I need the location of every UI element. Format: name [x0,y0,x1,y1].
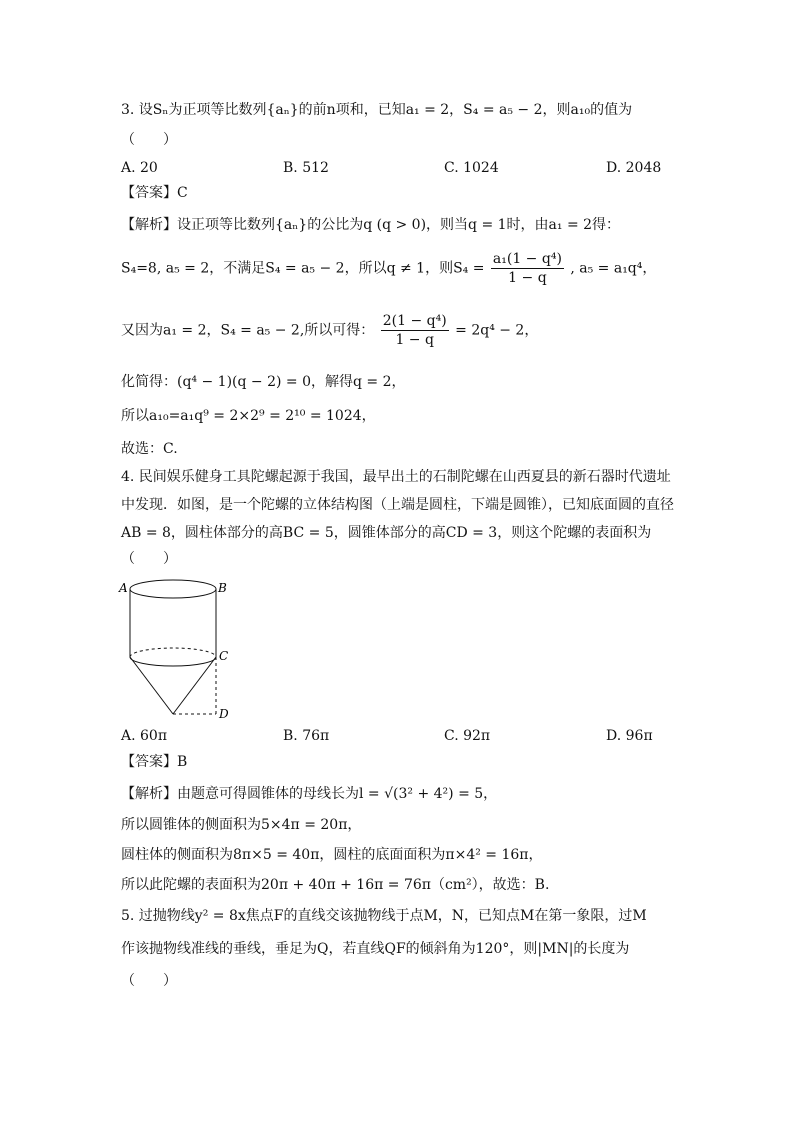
cylinder-top-ellipse [130,580,216,598]
q4-option-c: C. 92π [444,728,491,744]
q4-option-a: A. 60π [121,728,168,744]
q4-option-b: B. 76π [283,728,330,744]
q4-stem-3: AB = 8，圆柱体部分的高BC = 5，圆锥体部分的高CD = 3，则这个陀螺的表面积为 [121,525,652,541]
q4-analysis-2: 所以圆锥体的侧面积为5×4π = 20π， [121,817,362,833]
q4-analysis-4: 所以此陀螺的表面积为20π + 40π + 16π = 76π（cm²），故选：B. [121,877,550,893]
q4-analysis-1: 【解析】由题意可得圆锥体的母线长为l = √(3² + 4²) = 5， [121,786,498,802]
q4-paren: （ ） [121,551,177,567]
spinning-top-figure [118,578,248,723]
q3-analysis-5: 所以a₁₀=a₁q⁹ = 2×2⁹ = 2¹⁰ = 1024， [121,408,376,424]
q3-fraction-2-den: 1 − q [395,332,434,348]
label-b: B [218,581,227,595]
cylinder-bottom-back-arc [130,648,216,657]
q3-fraction-1-den: 1 − q [508,270,547,286]
q3-paren: （ ） [121,132,177,148]
q3-analysis-3 [121,312,538,349]
label-c: C [219,649,229,663]
q3-option-d: D. 2048 [606,160,662,176]
q3-answer: 【答案】C [121,185,188,201]
label-d: D [219,707,229,721]
q3-analysis-2-post: , a₅ = a₁q⁴， [570,260,657,277]
q3-analysis-2-pre: S₄=8, a₅ = 2，不满足S₄ = a₅ − 2，所以q ≠ 1，则S₄ = [121,260,485,277]
q4-option-d: D. 96π [606,728,653,744]
q3-fraction-2 [381,312,449,349]
q3-analysis-4: 化简得：(q⁴ − 1)(q − 2) = 0，解得q = 2， [121,374,406,390]
q3-option-a: A. 20 [121,160,158,176]
label-a: A [119,581,128,595]
q3-analysis-3-pre: 又因为a₁ = 2，S₄ = a₅ − 2,所以可得： [121,322,375,339]
cylinder-bottom-front-arc [130,657,216,666]
q3-stem: 3. 设Sₙ为正项等比数列{aₙ}的前n项和，已知a₁ = 2，S₄ = a₅ − 2，则a₁₀的值为 [121,102,633,118]
q3-fraction-1-num: a₁(1 − q⁴) [492,251,562,267]
q3-option-b: B. 512 [283,160,329,176]
q5-stem-2: 作该抛物线准线的垂线，垂足为Q，若直线QF的倾斜角为120°，则|MN|的长度为 [121,941,630,957]
q4-stem-1: 4. 民间娱乐健身工具陀螺起源于我国，最早出土的石制陀螺在山西夏县的新石器时代遗址 [121,469,671,485]
q3-fraction-1 [491,250,564,287]
q4-stem-2: 中发现．如图，是一个陀螺的立体结构图（上端是圆柱，下端是圆锥），已知底面圆的直径 [121,497,674,513]
q3-analysis-6: 故选：C. [121,441,178,457]
q5-paren: （ ） [121,973,177,989]
q5-stem-1: 5. 过抛物线y² = 8x焦点F的直线交该抛物线于点M，N，已知点M在第一象限，过M [121,908,647,924]
q4-analysis-3: 圆柱体的侧面积为8π×5 = 40π，圆柱的底面面积为π×4² = 16π， [121,847,543,863]
q3-option-c: C. 1024 [444,160,499,176]
q3-analysis-1: 【解析】设正项等比数列{aₙ}的公比为q (q > 0)，则当q = 1时，由a₁ = 2得： [121,217,621,233]
q3-analysis-2 [121,250,656,287]
q4-answer: 【答案】B [121,754,188,770]
q3-fraction-2-num: 2(1 − q⁴) [382,313,447,329]
q3-analysis-3-post: = 2q⁴ − 2， [455,322,539,339]
